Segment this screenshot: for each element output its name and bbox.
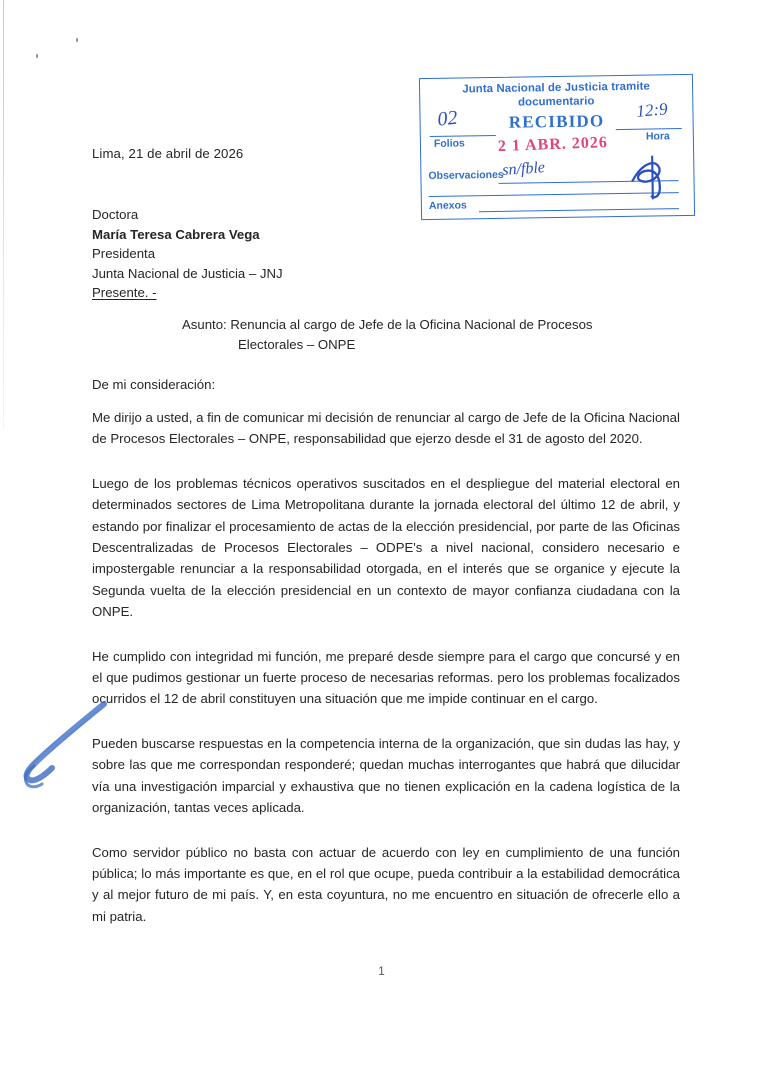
stamp-date-received: 2 1 ABR. 2026 [497, 134, 609, 156]
stamp-anexos-label: Anexos [428, 199, 467, 213]
paragraph: Pueden buscarse respuestas en la competencia interna de la organización, que sin dudas las hay, y sobre las que me correspondan responderé; quedan muchas interrogantes que habrá que dilucidar vía una investigación imparcial y exhaustiva que no tienen explicación en la cadena logística de la organización, tantas veces aplicada. [92, 735, 680, 816]
addressee-title: Doctora [92, 207, 139, 222]
paragraph: He cumplido con integridad mi función, me preparé desde siempre para el cargo que concursé y en el que pudimos gestionar un fuerte proceso de necesarias reformas. pero los problemas focalizados ocurridos el 12 de abril constituyen una situación que me impide continuar en el cargo. [92, 648, 680, 707]
margin-check-mark-icon [12, 694, 112, 798]
paragraph: Me dirijo a usted, a fin de comunicar mi decisión de renunciar al cargo de Jefe de la Oficina Nacional de Procesos Electorales – ONPE, responsabilidad que ejerzo desde el 31 de agosto del 2020. [92, 410, 680, 447]
scan-speck [76, 38, 78, 42]
addressee-present: Presente. - [92, 285, 157, 300]
stamp-observaciones-label: Observaciones [428, 168, 504, 183]
stamp-contents [419, 74, 695, 220]
body-paragraphs [92, 407, 680, 950]
addressee-position: Presidenta [92, 246, 156, 261]
reception-stamp [420, 76, 694, 218]
addressee-institution: Junta Nacional de Justicia – JNJ [92, 265, 283, 281]
addressee-name: María Teresa Cabrera Vega [92, 226, 260, 242]
stamp-anexos-rule [479, 208, 679, 212]
subject-line [182, 315, 642, 355]
page-number: 1 [378, 964, 385, 978]
paragraph: Como servidor público no basta con actuar de acuerdo con ley en cumplimiento de una función pública; lo más importante es que, en el rol que ocupe, pueda contribuir a la estabilidad democrática y al mejor futuro de mi país. Y, en esta coyuntura, no me encuentro en situación de ofrecerle ello a mi patria. [92, 844, 680, 924]
stamp-folios-value: 02 [436, 106, 459, 131]
subject-line-2: Electorales – ONPE [238, 337, 356, 352]
stamp-folios-label: Folios [433, 137, 465, 150]
paragraph: Luego de los problemas técnicos operativos suscitados en el despliegue del material electoral en determinados sectores de Lima Metropolitana durante la jornada electoral del último 12 de abril, y estando por finalizar el procesamiento de actas de la elección presidencial, por parte de las Oficinas Descentralizadas de Procesos Electorales – ODPE's a nivel nacional, considero necesario e impostergable renunciar a la responsabilidad otorgada, en el interés que se organice y ejecute la Segunda vuelta de la elección presidencial en un contexto de mayor confianza ciudadana con la ONPE. [92, 475, 680, 620]
date-line: Lima, 21 de abril de 2026 [92, 146, 244, 161]
subject-line-1: Asunto: Renuncia al cargo de Jefe de la Oficina Nacional de Procesos [182, 317, 593, 332]
stamp-received-label: RECIBIDO [508, 111, 605, 132]
addressee-block [92, 205, 283, 303]
scan-edge-artifact [3, 0, 4, 430]
stamp-title-line1: Junta Nacional de Justicia tramite [462, 80, 650, 96]
scan-speck [36, 54, 38, 58]
stamp-observaciones-value: sn/fble [501, 159, 546, 179]
stamp-hora-label: Hora [645, 130, 670, 143]
stamp-title-line2: documentario [517, 94, 595, 109]
stamp-signature-icon [626, 146, 673, 201]
salutation: De mi consideración: [92, 377, 216, 392]
stamp-hora-value: 12:9 [635, 99, 669, 121]
